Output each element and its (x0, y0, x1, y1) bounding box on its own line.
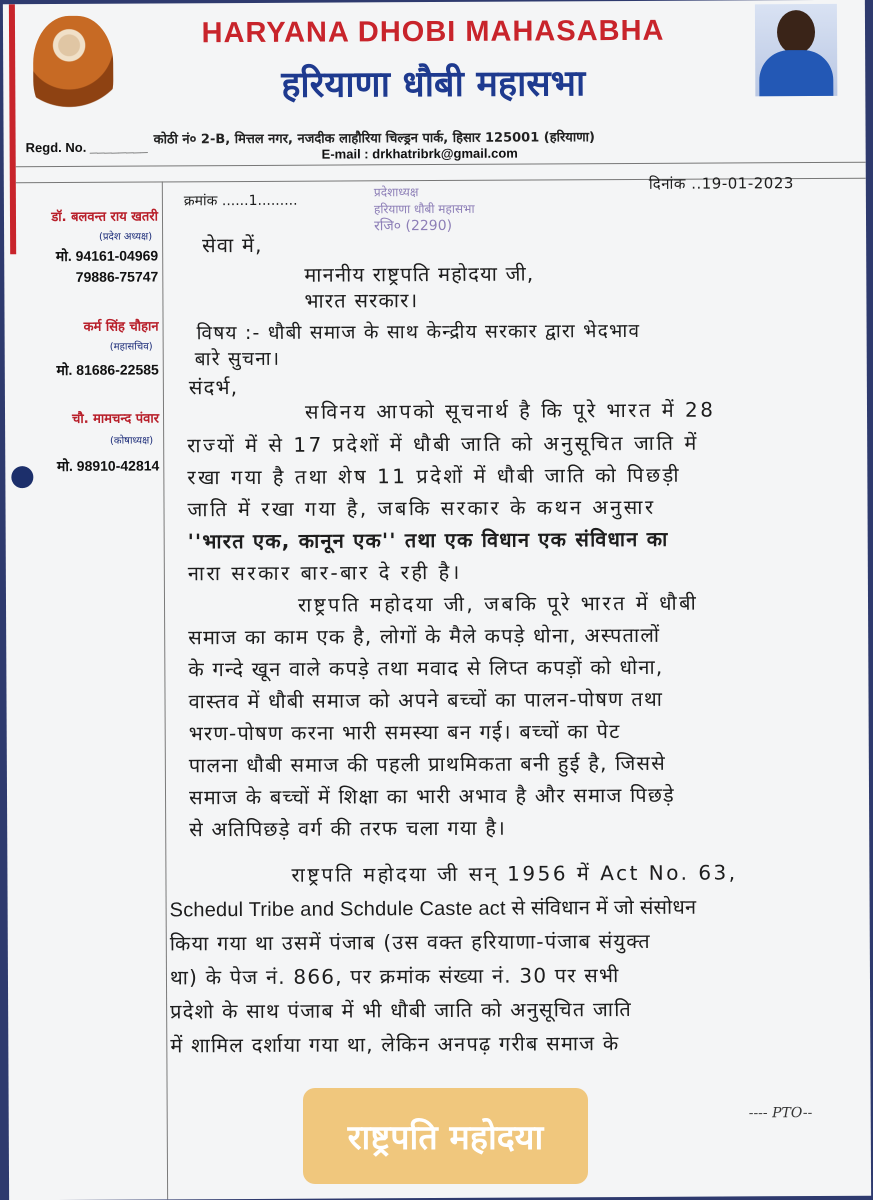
office-bearer-phone: मो. 81686-22585 (56, 361, 159, 378)
body-line: रखा गया है तथा शेष 11 प्रदेशों में धौबी जाति को पिछड़ी (187, 462, 682, 490)
org-title-hindi: हरियाणा धौबी महासभा (281, 63, 586, 106)
body-line: सविनय आपको सूचनार्थ है कि पूरे भारत में 28 (304, 397, 716, 424)
office-bearer-role: (प्रदेश अध्यक्ष) (98, 231, 153, 243)
body-line: किया गया था उसमें पंजाब (उस वक्त हरियाणा-पंजाब संयुक्त (169, 928, 651, 956)
office-bearer-name: डॉ. बलवन्त राय खतरी (51, 209, 159, 226)
body-line: में शामिल दर्शाया गया था, लेकिन अनपढ़ गरीब समाज के (170, 1031, 620, 1058)
body-line: था) के पेज नं. 866, पर क्रमांक संख्या नं. 30 पर सभी (169, 963, 620, 990)
addressee-line: माननीय राष्ट्रपति महोदया जी, (304, 261, 535, 287)
body-line: राष्ट्रपति महोदया जी सन् 1956 में Act No. 63, (291, 860, 738, 887)
subject-line: विषय :- धौबी समाज के साथ केन्द्रीय सरकार द्वारा भेदभाव (196, 319, 641, 345)
body-line: राज्यों में से 17 प्रदेशों में धौबी जाति को अनुसूचित जाति में (187, 430, 699, 458)
letter-date: दिनांक ..19-01-2023 (648, 174, 794, 193)
body-line: भरण-पोषण करना भारी समस्या बन गई। बच्चों का पेट (188, 719, 621, 746)
office-stamp: प्रदेशाध्यक्ष हरियाणा धौबी महासभा रजि० (2290) (373, 185, 475, 235)
org-title-english: HARYANA DHOBI MAHASABHA (201, 14, 665, 50)
body-line: से अतिपिछड़े वर्ग की तरफ चला गया है। (189, 815, 507, 842)
office-bearer-phone: मो. 94161-04969 (55, 247, 159, 264)
body-line: वास्तव में धौबी समाज को अपने बच्चों का पालन-पोषण तथा (188, 686, 664, 714)
caption-banner: राष्ट्रपति महोदया (303, 1088, 588, 1184)
body-line: नारा सरकार बार-बार दे रही है। (187, 559, 462, 586)
body-line: पालना धौबी समाज की पहली प्राथमिकता बनी हुई है, जिससे (188, 750, 666, 778)
body-line: के गन्दे खून वाले कपड़े तथा मवाद से लिप्त कपड़ों को धोना, (188, 654, 664, 682)
letterhead-page (3, 0, 871, 1200)
office-bearer-role: (कोषाध्यक्ष) (109, 435, 154, 447)
office-bearer-name: चौ. मामचन्द पंवार (72, 411, 160, 427)
body-line: समाज का काम एक है, लोगों के मैले कपड़े धोना, अस्पतालों (188, 622, 661, 650)
body-line: प्रदेशो के साथ पंजाब में भी धौबी जाति को अनुसूचित जाति (170, 996, 633, 1024)
body-line: ''भारत एक, कानून एक'' तथा एक विधान एक संविधान का (187, 526, 669, 554)
office-bearer-role: (महासचिव) (109, 341, 153, 353)
registration-number-label: Regd. No. ________ (25, 139, 148, 156)
page-turn-note: ---- PTO-- (748, 1105, 813, 1122)
body-line: राष्ट्रपति महोदया जी, जबकि पूरे भारत में धौबी (297, 590, 699, 617)
letterhead-header (3, 0, 866, 189)
office-bearers-sidebar (18, 198, 160, 474)
body-line: Schedul Tribe and Schdule Caste act से संविधान में जो संसोधन (169, 896, 697, 922)
body-line: जाति में रखा गया है, जबकि सरकार के कथन अनुसार (187, 494, 656, 522)
body-line: समाज के बच्चों में शिक्षा का भारी अभाव है और समाज पिछड़े (188, 782, 675, 810)
salutation: सेवा में, (202, 232, 263, 258)
reference-label: संदर्भ, (188, 375, 239, 400)
org-address: कोठी नं० 2-B, मित्तल नगर, नजदीक लाहौरिया चिल्ड्रन पार्क, हिसार 125001 (हरियाणा) (153, 130, 595, 148)
addressee-line: भारत सरकार। (304, 288, 419, 313)
saint-portrait-logo (33, 16, 114, 121)
org-email: E-mail : drkhatribrk@gmail.com (321, 145, 518, 162)
letter-body (164, 170, 871, 1200)
office-bearer-name: कर्म सिंह चौहान (83, 319, 159, 335)
binder-hole (11, 466, 33, 488)
subject-line: बारे सुचना। (194, 347, 281, 371)
office-bearer-phone: मो. 98910-42814 (56, 457, 160, 474)
office-bearer-phone: 79886-75747 (75, 268, 159, 285)
ambedkar-portrait-logo (755, 4, 837, 96)
reference-number: क्रमांक ......1......... (183, 192, 298, 210)
